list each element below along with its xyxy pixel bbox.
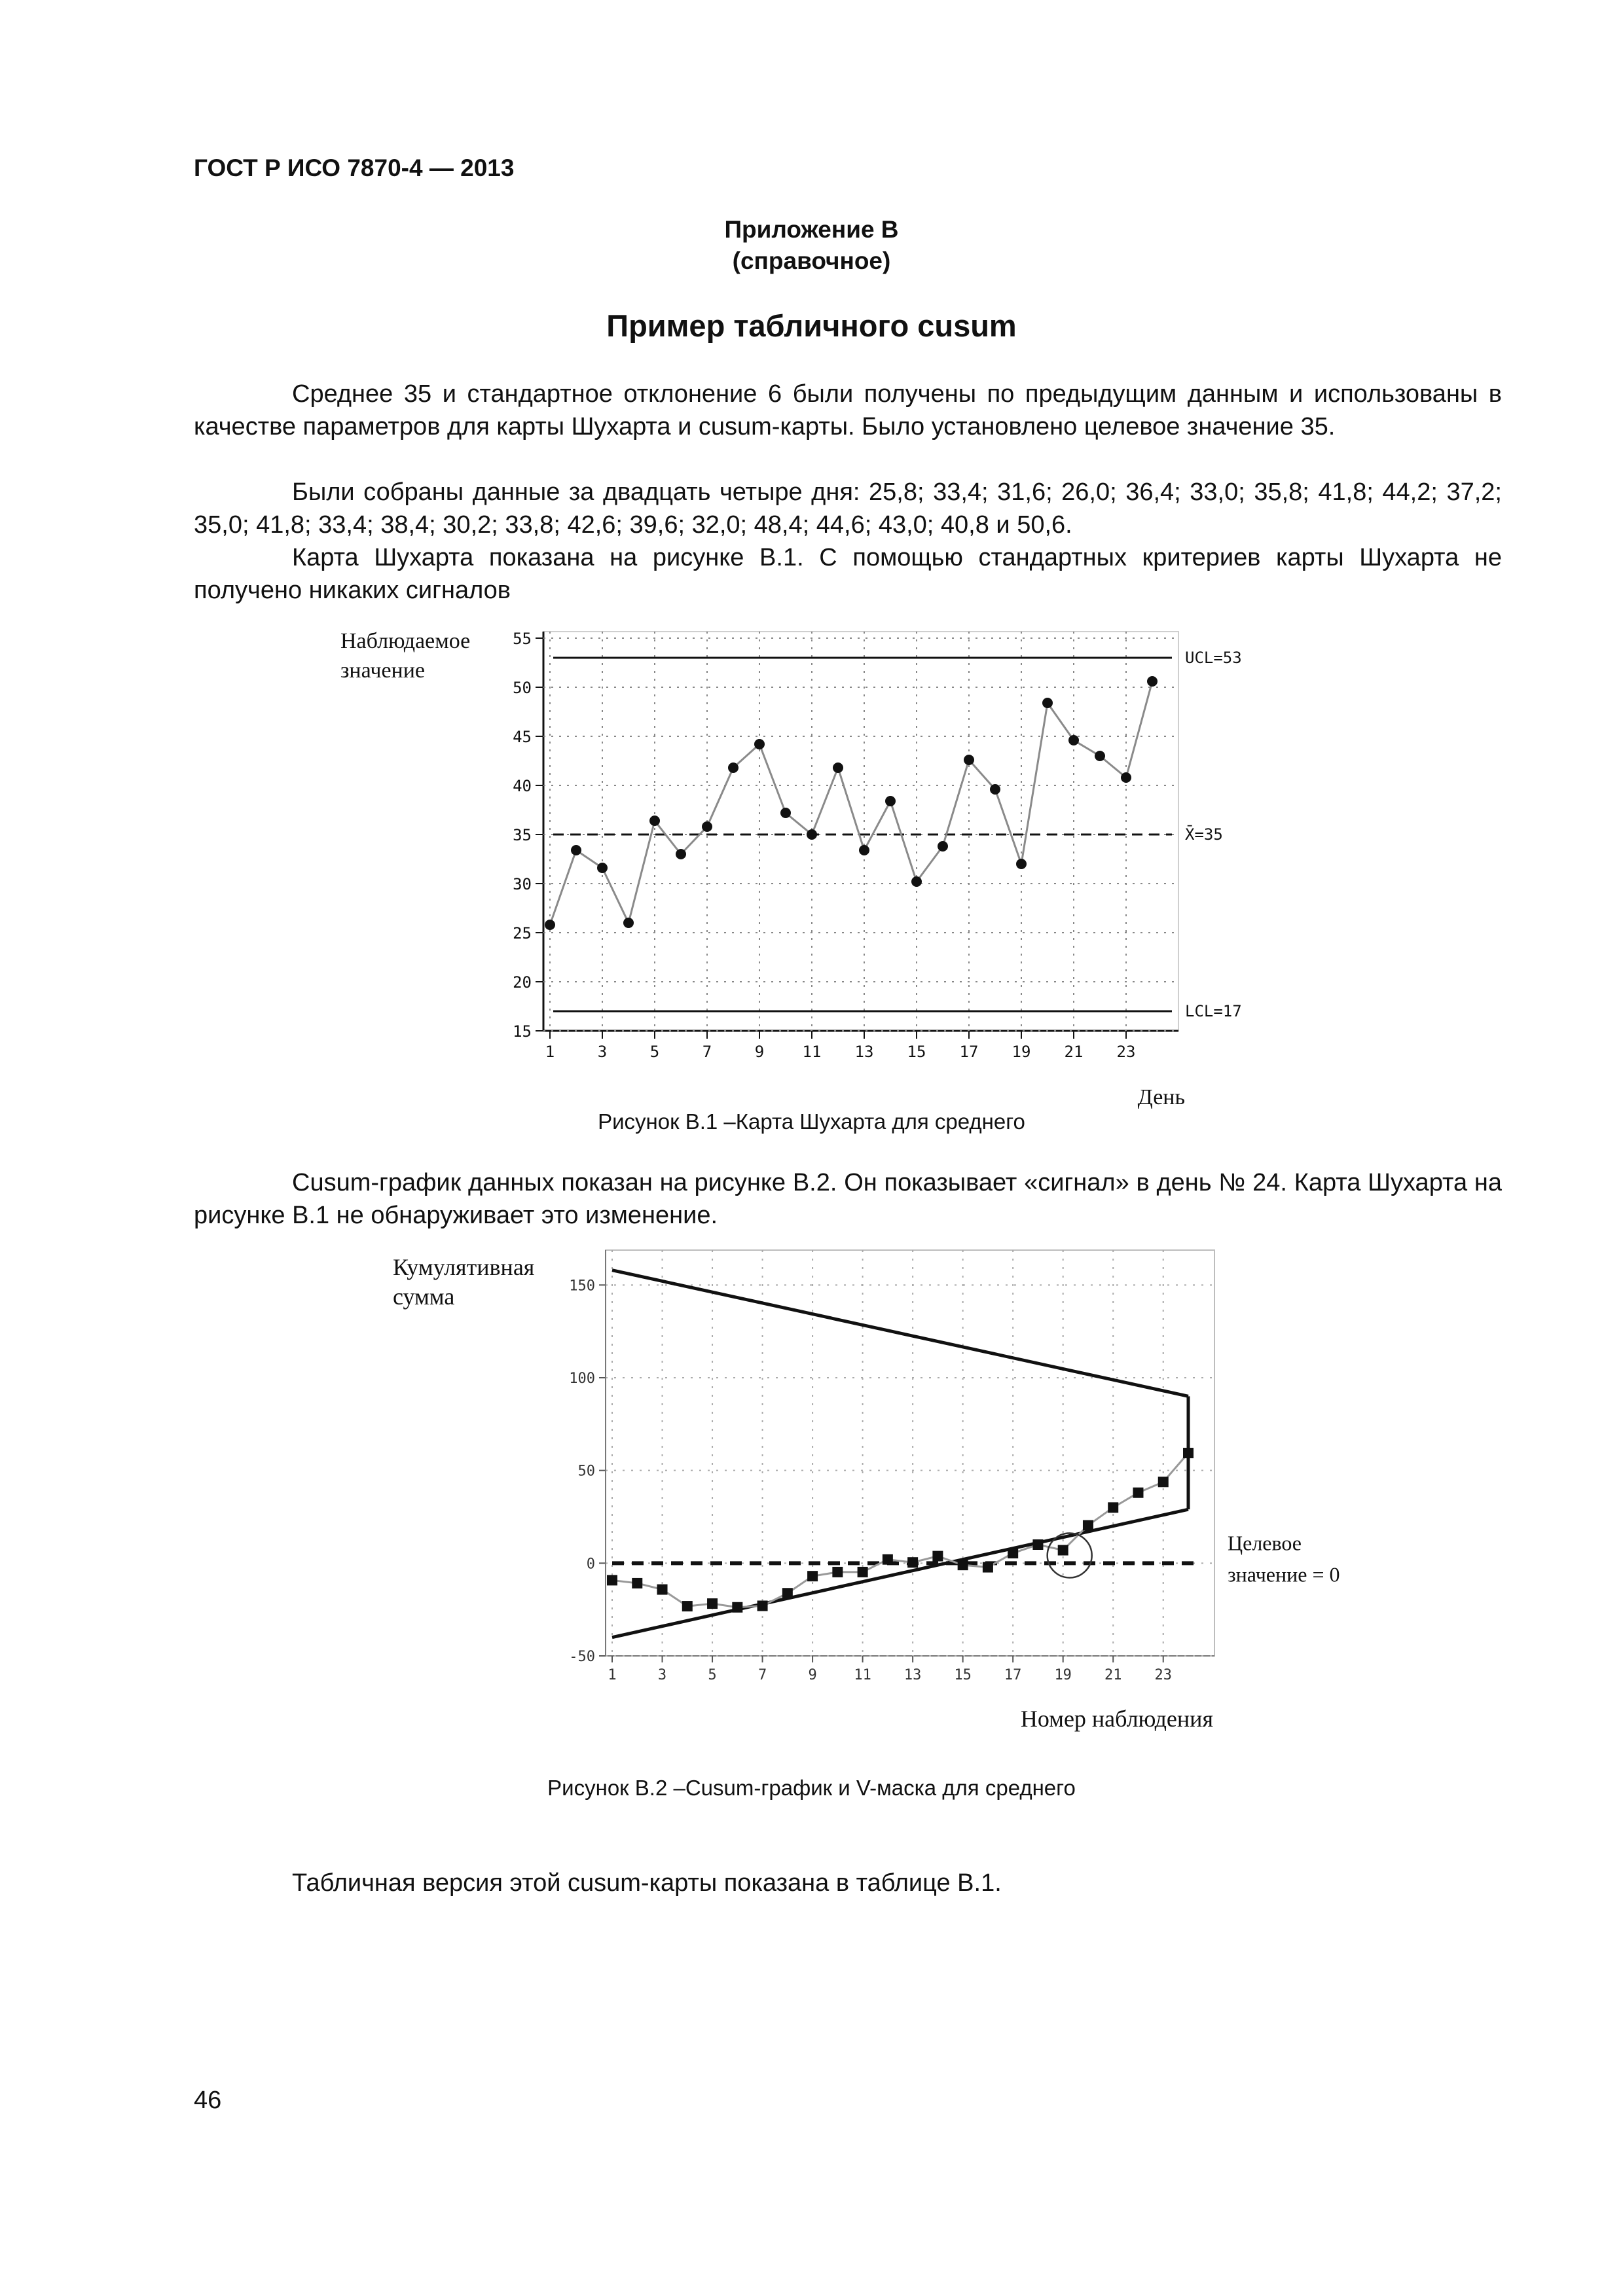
data-point bbox=[885, 796, 896, 806]
annex-kind: (справочное) bbox=[732, 247, 891, 274]
x-tick-label: 15 bbox=[907, 1043, 926, 1061]
data-point bbox=[707, 1598, 718, 1609]
x-tick-label: 3 bbox=[597, 1043, 608, 1061]
paragraph-4-text: Cusum-график данных показан на рисунке В.2. Он показывает «сигнал» в день № 24. Карта Шухарта на рисунке В.1 не обнаруживает это изменение. bbox=[194, 1169, 1502, 1229]
x-tick-label: 1 bbox=[608, 1667, 617, 1683]
data-point bbox=[1133, 1488, 1143, 1498]
y-axis-title-line-1: Кумулятивная bbox=[393, 1254, 535, 1280]
x-axis-title: Номер наблюдения bbox=[1020, 1706, 1213, 1732]
cusum-chart bbox=[386, 1244, 1368, 1754]
paragraph-3-text: Карта Шухарта показана на рисунке В.1. С помощью стандартных критериев карты Шухарта не получено никаких сигналов bbox=[194, 544, 1502, 604]
y-axis-title-line-1: Наблюдаемое bbox=[340, 629, 471, 653]
paragraph-2 bbox=[194, 476, 1502, 541]
x-tick-label: 3 bbox=[657, 1667, 667, 1683]
data-point bbox=[932, 1551, 943, 1562]
data-point bbox=[833, 762, 843, 773]
data-point bbox=[807, 1571, 818, 1581]
y-tick-label: 35 bbox=[513, 826, 532, 844]
x-tick-label: 1 bbox=[545, 1043, 555, 1061]
data-point bbox=[702, 821, 712, 832]
paragraph-3 bbox=[194, 541, 1502, 607]
y-tick-label: 15 bbox=[513, 1022, 532, 1041]
data-point bbox=[782, 1588, 793, 1598]
data-point bbox=[657, 1585, 668, 1595]
data-point bbox=[1121, 772, 1131, 783]
figure-1-caption: Рисунок В.1 –Карта Шухарта для среднего bbox=[598, 1109, 1025, 1134]
y-axis-title-line-2: сумма bbox=[393, 1283, 455, 1310]
x-tick-label: 19 bbox=[1054, 1667, 1072, 1683]
data-point bbox=[1095, 751, 1105, 761]
data-point bbox=[732, 1602, 742, 1613]
x-tick-label: 5 bbox=[649, 1043, 660, 1061]
paragraph-5-text: Табличная версия этой cusum-карты показана в таблице В.1. bbox=[292, 1869, 1002, 1897]
plot-frame bbox=[543, 632, 1178, 1031]
data-point bbox=[883, 1554, 893, 1565]
data-point bbox=[938, 841, 948, 852]
x-axis-title: День bbox=[1137, 1085, 1185, 1109]
shewhart-chart bbox=[327, 612, 1270, 1109]
x-tick-label: 17 bbox=[1004, 1667, 1022, 1683]
x-tick-label: 11 bbox=[802, 1043, 822, 1061]
data-point bbox=[632, 1578, 642, 1588]
y-tick-label: 50 bbox=[577, 1463, 595, 1480]
v-mask-upper-arm bbox=[612, 1270, 1188, 1397]
data-point bbox=[649, 816, 660, 826]
y-tick-label: 20 bbox=[513, 973, 532, 992]
y-tick-label: 50 bbox=[513, 679, 532, 697]
data-point bbox=[1083, 1520, 1093, 1531]
y-tick-label: 0 bbox=[586, 1556, 595, 1573]
x-tick-label: 13 bbox=[854, 1043, 874, 1061]
data-point bbox=[676, 849, 686, 859]
paragraph-1-text: Среднее 35 и стандартное отклонение 6 были получены по предыдущим данным и использованы в качестве параметров для карты Шухарта и cusum-карты. Было установлено целевое значение 35. bbox=[194, 380, 1502, 440]
data-point bbox=[780, 808, 791, 818]
series-line bbox=[550, 681, 1152, 925]
y-tick-label: 25 bbox=[513, 924, 532, 942]
data-point bbox=[958, 1560, 968, 1570]
data-point bbox=[757, 1601, 768, 1611]
data-point bbox=[990, 784, 1000, 795]
signal-circle bbox=[1048, 1534, 1092, 1578]
x-tick-label: 21 bbox=[1104, 1667, 1122, 1683]
data-point bbox=[728, 762, 739, 773]
y-axis-title-line-2: значение bbox=[340, 658, 426, 683]
data-point bbox=[1032, 1539, 1043, 1550]
x-tick-label: 19 bbox=[1012, 1043, 1031, 1061]
y-tick-label: -50 bbox=[569, 1649, 595, 1665]
mean-label: X̄=35 bbox=[1185, 825, 1223, 844]
x-tick-label: 9 bbox=[808, 1667, 817, 1683]
data-point bbox=[858, 1567, 868, 1577]
data-point bbox=[832, 1567, 843, 1577]
x-tick-label: 13 bbox=[903, 1667, 922, 1683]
lcl-label: LCL=17 bbox=[1185, 1002, 1242, 1020]
data-point bbox=[623, 918, 634, 928]
data-point bbox=[1016, 859, 1027, 869]
data-point bbox=[859, 845, 869, 855]
document-code: ГОСТ Р ИСО 7870-4 — 2013 bbox=[194, 154, 515, 181]
data-point bbox=[597, 863, 608, 873]
x-tick-label: 23 bbox=[1116, 1043, 1136, 1061]
paragraph-5 bbox=[194, 1867, 1502, 1899]
x-tick-label: 7 bbox=[757, 1667, 767, 1683]
data-point bbox=[983, 1562, 993, 1573]
data-point bbox=[1158, 1477, 1169, 1487]
data-point bbox=[907, 1557, 918, 1568]
paragraph-2-text: Были собраны данные за двадцать четыре дня: 25,8; 33,4; 31,6; 26,0; 36,4; 33,0; 35,8; 41,8; 44,2; 37,2; 35,0; 41,8; 33,4; 38,4; 30,2; 33,8; 42,6; 39,6; 32,0; 48,4; 44,6; 43,0; 40,8 и 50,6. bbox=[194, 478, 1502, 539]
data-point bbox=[1058, 1545, 1068, 1556]
x-tick-label: 7 bbox=[702, 1043, 712, 1061]
x-tick-label: 5 bbox=[708, 1667, 717, 1683]
data-point bbox=[1147, 676, 1158, 687]
paragraph-4 bbox=[194, 1166, 1502, 1232]
data-point bbox=[807, 829, 817, 840]
y-tick-label: 150 bbox=[569, 1278, 595, 1295]
y-tick-label: 40 bbox=[513, 777, 532, 795]
data-point bbox=[682, 1601, 693, 1611]
data-point bbox=[911, 876, 922, 887]
data-point bbox=[607, 1575, 617, 1585]
data-point bbox=[1183, 1448, 1194, 1458]
paragraph-1 bbox=[194, 378, 1502, 443]
data-point bbox=[754, 739, 765, 749]
v-mask-lower-arm bbox=[612, 1509, 1188, 1638]
ucl-label: UCL=53 bbox=[1185, 649, 1242, 667]
target-label-line-2: значение = 0 bbox=[1228, 1562, 1340, 1587]
x-tick-label: 11 bbox=[854, 1667, 871, 1683]
page-number: 46 bbox=[194, 2087, 222, 2114]
figure-2-caption: Рисунок В.2 –Cusum-график и V-маска для среднего bbox=[547, 1776, 1076, 1800]
data-point bbox=[571, 845, 581, 855]
data-point bbox=[1068, 735, 1079, 745]
y-tick-label: 55 bbox=[513, 630, 532, 648]
y-tick-label: 45 bbox=[513, 728, 532, 746]
x-tick-label: 23 bbox=[1154, 1667, 1172, 1683]
data-point bbox=[1108, 1502, 1118, 1513]
data-point bbox=[964, 755, 974, 765]
x-tick-label: 21 bbox=[1064, 1043, 1084, 1061]
plot-frame bbox=[606, 1250, 1214, 1656]
x-tick-label: 9 bbox=[754, 1043, 765, 1061]
x-tick-label: 17 bbox=[959, 1043, 979, 1061]
data-point bbox=[545, 920, 555, 930]
data-point bbox=[1042, 698, 1053, 708]
section-title: Пример табличного cusum bbox=[606, 308, 1017, 343]
y-tick-label: 100 bbox=[569, 1371, 595, 1387]
data-point bbox=[1008, 1548, 1018, 1558]
x-tick-label: 15 bbox=[954, 1667, 972, 1683]
target-label-line-1: Целевое bbox=[1228, 1531, 1302, 1555]
annex-title: Приложение В bbox=[724, 216, 899, 243]
y-tick-label: 30 bbox=[513, 875, 532, 893]
